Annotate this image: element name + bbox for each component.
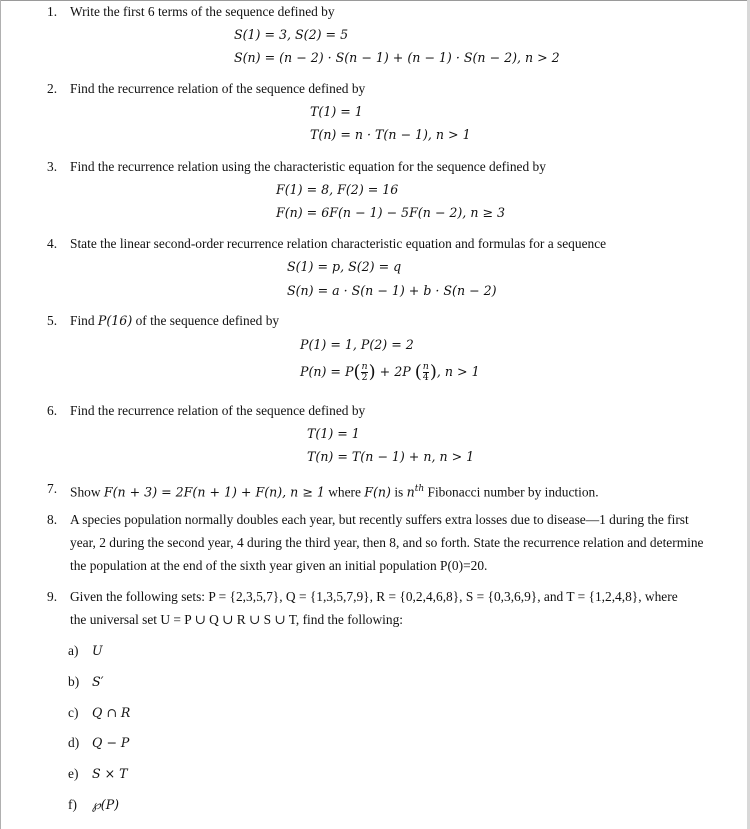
equation-initial: T(1) = 1: [307, 426, 360, 441]
problem-text-is: is: [390, 484, 407, 500]
page-border-top: [0, 0, 750, 1]
problem-text: Write the first 6 terms of the sequence defined by: [70, 4, 335, 19]
problem-number: 3.: [47, 159, 58, 174]
problem-text-var: F(n): [364, 484, 391, 500]
equation-recurrence: T(n) = n · T(n − 1), n > 1: [310, 127, 471, 142]
part-expression: S′: [92, 674, 104, 689]
part-label: d): [68, 735, 80, 750]
problem-text-post: of the sequence defined by: [132, 313, 280, 328]
part-expression: U: [92, 643, 103, 658]
problem-text: [70, 313, 279, 329]
problem-text: Find the recurrence relation using the characteristic equation for the sequence defined by: [70, 159, 546, 174]
problem-text-var: P(16): [97, 313, 133, 328]
equation-recurrence: S(n) = a · S(n − 1) + b · S(n − 2): [287, 283, 497, 298]
right-paren: ): [429, 361, 437, 383]
page-border-left: [0, 0, 1, 829]
problem-text: State the linear second-order recurrence relation characteristic equation and formulas for a sequence: [70, 236, 607, 251]
equation-recurrence: S(n) = (n − 2) · S(n − 1) + (n − 1) · S(n − 2), n > 2: [234, 50, 560, 65]
part-expression: Q − P: [92, 735, 130, 750]
problem-number: 5.: [47, 313, 58, 328]
equation-part-a: P(n) = P: [300, 364, 354, 379]
problem-text-mid: where: [324, 484, 365, 500]
part-label: e): [68, 766, 79, 781]
part-label: c): [68, 705, 79, 720]
right-paren: ): [368, 361, 376, 383]
problem-number: 7.: [47, 481, 58, 496]
problem-text-line-2: the universal set U = P ∪ Q ∪ R ∪ S ∪ T, find the following:: [70, 612, 403, 627]
problem-text: A species population normally doubles each year, but recently suffers extra losses due to disease—1 during the first year, 2 during the second year, 4 during the third year, then 8, and so forth. State the recurrence relation and determine the population at the end of the sixth year given an initial population P(0)=20.: [70, 512, 704, 573]
part-expression: S × T: [92, 766, 128, 781]
problem-number: 4.: [47, 236, 58, 251]
fraction-n-over-4: [423, 362, 429, 383]
left-paren: (: [353, 361, 361, 383]
problem-number: 2.: [47, 81, 58, 96]
problem-text: Find the recurrence relation of the sequence defined by: [70, 403, 366, 418]
equation-initial: P(1) = 1, P(2) = 2: [300, 337, 414, 352]
fraction-denominator: 4: [422, 372, 429, 383]
equation-part-b: + 2P: [379, 364, 411, 379]
equation-recurrence: [300, 359, 480, 386]
problem-number: 9.: [47, 589, 58, 604]
problem-text-post: Fibonacci number by induction.: [424, 484, 599, 500]
fraction-n-over-2: [361, 362, 367, 383]
equation-recurrence: T(n) = T(n − 1) + n, n > 1: [307, 449, 475, 464]
problem-number: 1.: [47, 4, 58, 19]
problem-equation: F(n + 3) = 2F(n + 1) + F(n), n ≥ 1: [103, 484, 325, 500]
equation-initial: F(1) = 8, F(2) = 16: [276, 182, 399, 197]
superscript: th: [414, 484, 425, 494]
fraction-numerator: n: [422, 361, 429, 372]
equation-recurrence: F(n) = 6F(n − 1) − 5F(n − 2), n ≥ 3: [276, 205, 505, 220]
problem-text: [70, 481, 599, 500]
part-label: a): [68, 643, 79, 658]
problem-text-line-1: Given the following sets: P = {2,3,5,7}, Q = {1,3,5,7,9}, R = {0,2,4,6,8}, S = {0,3,6,9}, and T = {1,2,4,8}, where: [70, 589, 678, 604]
problem-text-pre: Show: [70, 484, 104, 500]
fraction-denominator: 2: [361, 372, 368, 383]
equation-initial: S(1) = 3, S(2) = 5: [234, 27, 349, 42]
problem-number: 6.: [47, 403, 58, 418]
problem-text-pre: Find: [70, 313, 98, 328]
equation-initial: S(1) = p, S(2) = q: [287, 259, 402, 274]
left-paren: (: [414, 361, 422, 383]
problem-text: Find the recurrence relation of the sequence defined by: [70, 81, 366, 96]
part-label: b): [68, 674, 80, 689]
part-expression: ℘(P): [92, 797, 120, 812]
equation-initial: T(1) = 1: [310, 104, 363, 119]
problem-number: 8.: [47, 512, 58, 527]
part-expression: Q ∩ R: [92, 705, 131, 720]
equation-part-c: , n > 1: [436, 364, 480, 379]
fraction-numerator: n: [361, 361, 368, 372]
part-label: f): [68, 797, 77, 812]
superscript-base: n: [406, 484, 415, 500]
